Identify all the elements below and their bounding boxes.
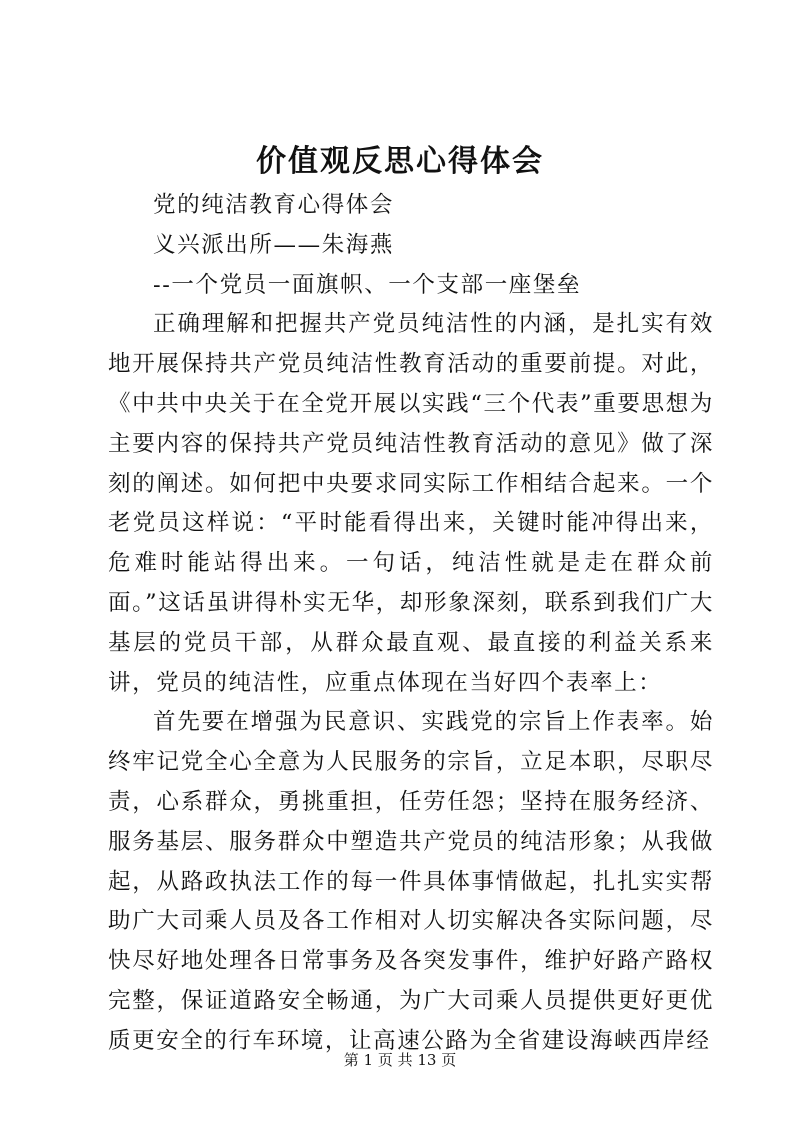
author-line: 义兴派出所——朱海燕	[153, 231, 395, 258]
page-number-footer: 第 1 页 共 13 页	[343, 1051, 457, 1069]
subtitle-line: 党的纯洁教育心得体会	[153, 192, 395, 218]
body-paragraph: 首先要在增强为民意识、实践党的宗旨上作表率。始终牢记党全心全意为人民服务的宗旨，立足本职，尽职尽责，心系群众，勇挑重担，任劳任怨；坚持在服务经济、服务基层、服务群众中塑造共产党员的纯洁形象；从我做起，从路政执法工作的每一件具体事情做起，扎扎实实帮助广大司乘人员及各工作相对人切实解决各实际问题，尽快尽好地处理各日常事务及各突发事件，维护好路产路权完整，保证道路安全畅通，为广大司乘人员提供更好更优质更安全的行车环境，让高速公路为全省建设海峡西岸经	[108, 709, 714, 1054]
document-body	[108, 186, 714, 1062]
slogan-line: --一个党员一面旗帜、一个支部一座堡垒	[153, 271, 582, 298]
document-title: 价值观反思心得体会	[256, 144, 544, 179]
body-paragraph: 正确理解和把握共产党员纯洁性的内涵，是扎实有效地开展保持共产党员纯洁性教育活动的重要前提。对此，《中共中央关于在全党开展以实践“三个代表”重要思想为主要内容的保持共产党员纯洁性教育活动的意见》做了深刻的阐述。如何把中央要求同实际工作相结合起来。一个老党员这样说：“平时能看得出来，关键时能冲得出来，危难时能站得出来。一句话，纯洁性就是走在群众前面。”这话虽讲得朴实无华，却形象深刻，联系到我们广大基层的党员干部，从群众最直观、最直接的利益关系来讲，党员的纯洁性，应重点体现在当好四个表率上：	[108, 311, 714, 696]
